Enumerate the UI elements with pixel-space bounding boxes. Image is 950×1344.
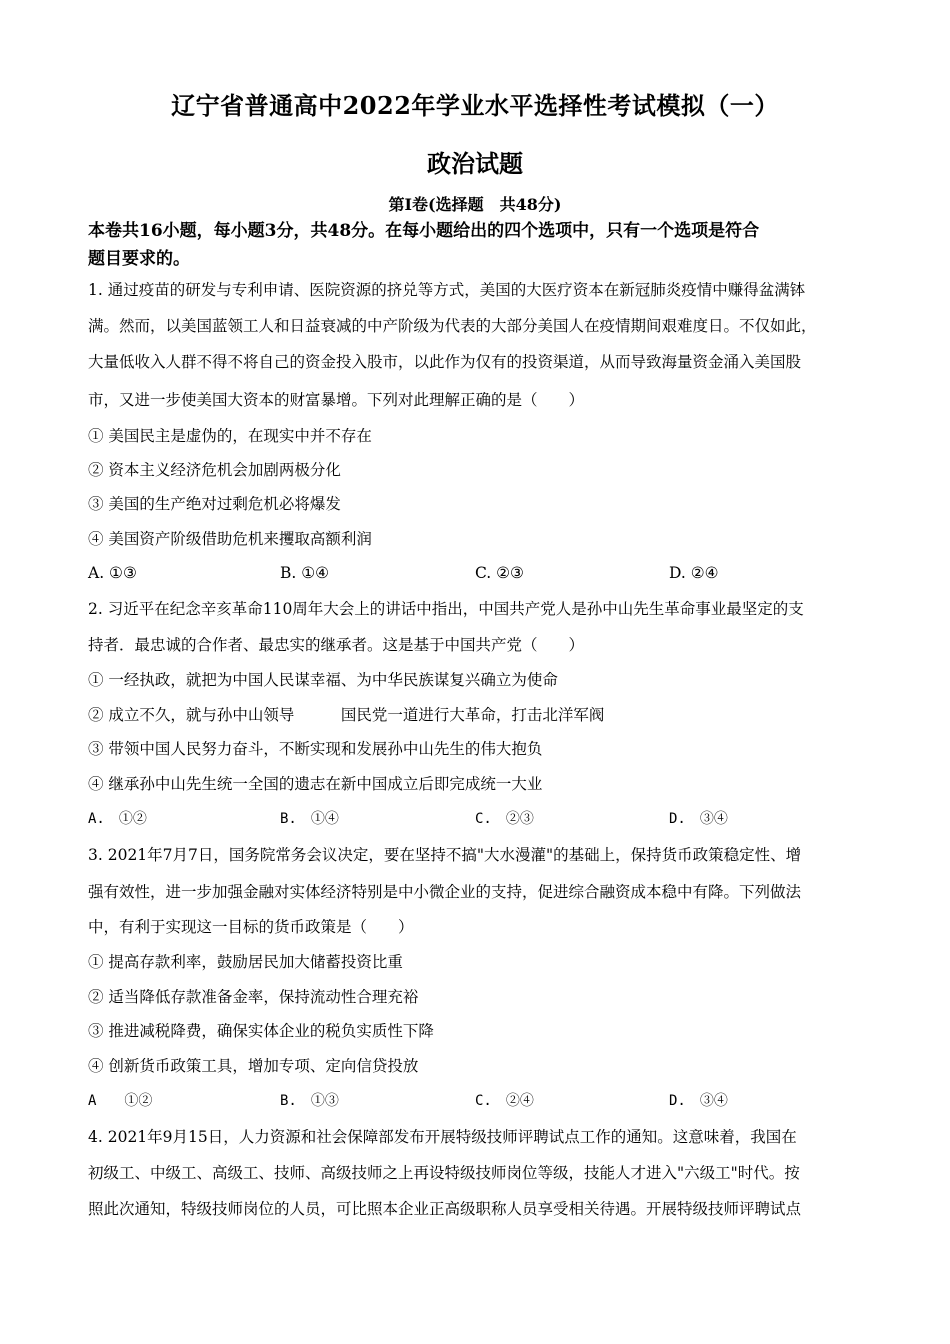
q3-item: ③ 推进减税降费，确保实体企业的税负实质性下降	[88, 1022, 434, 1040]
q1-item: ② 资本主义经济危机会加剧两极分化	[88, 461, 341, 479]
q2-item: ② 成立不久，就与孙中山领导 国民党一道进行大革命，打击北洋军阀	[88, 706, 605, 724]
q1-option-c: C. ②③	[475, 564, 524, 582]
q3-item: ② 适当降低存款准备金率，保持流动性合理充裕	[88, 988, 419, 1006]
q2-stem-line: 持者．最忠诚的合作者、最忠实的继承者。这是基于中国共产党（ ）	[88, 636, 585, 654]
q2-option-d: D. ③④	[669, 811, 728, 827]
q3-stem-line: 3. 2021年7月7日，国务院常务会议决定，要在坚持不搞"大水漫灌"的基础上，保持货币政策稳定性、增	[88, 846, 802, 864]
exam-title: 辽宁省普通高中2022年学业水平选择性考试模拟（一）	[171, 91, 779, 120]
instructions-line-1: 本卷共16小题，每小题3分，共48分。在每小题给出的四个选项中，只有一个选项是符合	[88, 221, 760, 241]
q3-stem-line: 强有效性，进一步加强金融对实体经济特别是中小微企业的支持，促进综合融资成本稳中有降。下列做法	[88, 883, 802, 901]
q1-stem-line: 1. 通过疫苗的研发与专利申请、医院资源的挤兑等方式，美国的大医疗资本在新冠肺炎疫情中赚得盆满钵	[88, 281, 806, 299]
q4-stem-line: 初级工、中级工、高级工、技师、高级技师之上再设特级技师岗位等级，技能人才进入"六级工"时代。按	[88, 1164, 800, 1182]
section-heading: 第I卷(选择题 共48分)	[388, 195, 562, 214]
q3-option-a: A ①②	[88, 1093, 153, 1109]
q3-option-c: C. ②④	[475, 1093, 534, 1109]
q1-item: ④ 美国资产阶级借助危机来攫取高额利润	[88, 530, 372, 548]
q1-option-d: D. ②④	[669, 564, 719, 582]
q2-option-a: A. ①②	[88, 811, 147, 827]
q3-item: ① 提高存款利率，鼓励居民加大储蓄投资比重	[88, 953, 403, 971]
q2-item: ③ 带领中国人民努力奋斗，不断实现和发展孙中山先生的伟大抱负	[88, 740, 543, 758]
q1-item: ③ 美国的生产绝对过剩危机必将爆发	[88, 495, 341, 513]
q3-option-d: D. ③④	[669, 1093, 728, 1109]
q1-option-a: A. ①③	[88, 564, 137, 582]
q1-stem-line: 满。然而，以美国蓝领工人和日益衰减的中产阶级为代表的大部分美国人在疫情期间艰难度日。不仅如此，	[88, 317, 817, 335]
q3-stem-line: 中，有利于实现这一目标的货币政策是（ ）	[88, 918, 414, 936]
q3-item: ④ 创新货币政策工具，增加专项、定向信贷投放	[88, 1057, 419, 1075]
q1-option-b: B. ①④	[280, 564, 330, 582]
q2-option-c: C. ②③	[475, 811, 534, 827]
q4-stem-line: 照此次通知，特级技师岗位的人员，可比照本企业正高级职称人员享受相关待遇。开展特级技师评聘试点	[88, 1200, 802, 1218]
q3-option-b: B. ①③	[280, 1093, 339, 1109]
q2-stem-line: 2. 习近平在纪念辛亥革命110周年大会上的讲话中指出，中国共产党人是孙中山先生革命事业最坚定的支	[88, 600, 804, 618]
q2-option-b: B. ①④	[280, 811, 339, 827]
exam-subtitle: 政治试题	[427, 149, 523, 178]
q2-item: ④ 继承孙中山先生统一全国的遗志在新中国成立后即完成统一大业	[88, 775, 543, 793]
q1-stem-line: 大量低收入人群不得不将自己的资金投入股市，以此作为仅有的投资渠道，从而导致海量资金涌入美国股	[88, 353, 802, 371]
q2-item: ① 一经执政，就把为中国人民谋幸福、为中华民族谋复兴确立为使命	[88, 671, 558, 689]
q4-stem-line: 4. 2021年9月15日，人力资源和社会保障部发布开展特级技师评聘试点工作的通知。这意味着，我国在	[88, 1128, 797, 1146]
q1-item: ① 美国民主是虚伪的，在现实中并不存在	[88, 427, 372, 445]
q1-stem-line: 市，又进一步使美国大资本的财富暴增。下列对此理解正确的是（ ）	[88, 391, 585, 409]
instructions-line-2: 题目要求的。	[88, 249, 190, 269]
